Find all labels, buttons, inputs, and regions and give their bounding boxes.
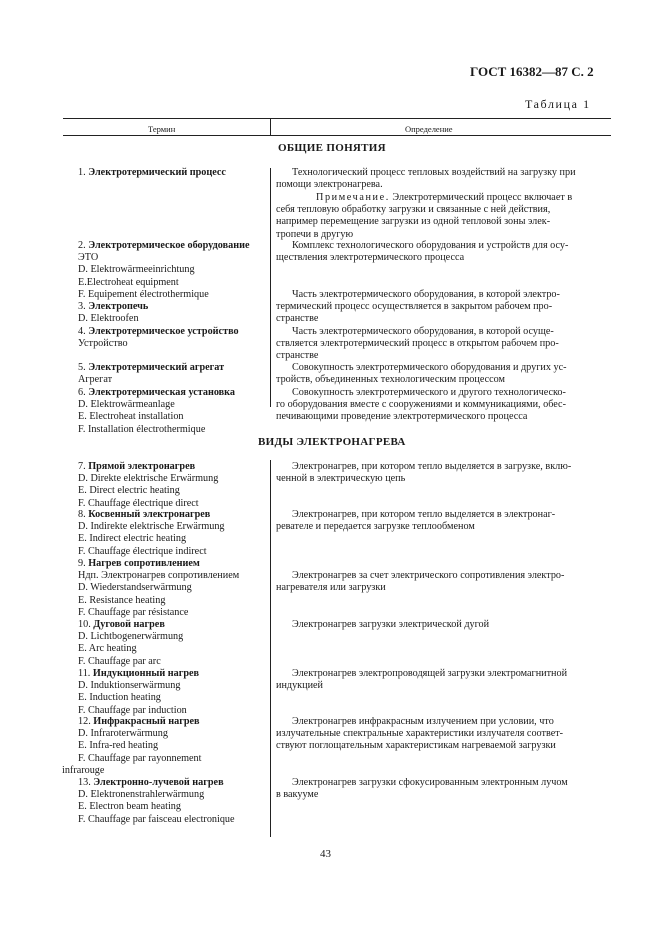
term-number: 9. [78, 558, 89, 569]
term-line [78, 753, 201, 765]
definition-note-line: например перемещение загрузки из одной тепловой зоны элек- [276, 216, 551, 228]
term-text: D. Lichtbogenerwärmung [78, 631, 184, 643]
term-text: Инфракрасный нагрев [93, 716, 200, 727]
document-code: ГОСТ 16382—87 С. 2 [470, 64, 594, 79]
term-line [78, 521, 225, 533]
term-title [78, 716, 200, 728]
term-number: 7. [78, 461, 89, 472]
term-text: Устройство [78, 338, 128, 350]
term-text: F. Equipement électrothermique [78, 288, 209, 300]
term-line [78, 607, 188, 619]
term-line [78, 374, 112, 386]
term-text: Ндп. Электронагрев сопротивлением [78, 570, 240, 582]
term-line [78, 533, 186, 545]
column-header-term: Термин [148, 124, 176, 134]
term-line [78, 546, 207, 558]
term-line [78, 252, 98, 264]
definition-line: нагревателя или загрузки [276, 582, 386, 594]
term-line [78, 473, 218, 485]
term-line [78, 705, 187, 717]
term-line [78, 485, 180, 497]
definition-line: ствляется электротермический процесс в открытом рабочем про- [276, 338, 559, 350]
definition-line: ченной в электрическую цепь [276, 473, 406, 485]
term-line [78, 595, 165, 607]
term-text: E. Induction heating [78, 692, 161, 704]
term-text: F. Chauffage par arc [78, 655, 161, 667]
term-number: 3. [78, 301, 89, 312]
term-text: D. Infraroterwärmung [78, 728, 168, 740]
term-text: E. Resistance heating [78, 594, 166, 606]
term-line [78, 570, 239, 582]
column-divider-2 [270, 460, 271, 837]
definition-line: Электронагрев, при котором тепло выделяется в загрузке, вклю- [292, 461, 572, 472]
definition-line: Совокупность электротермического оборудования и других ус- [292, 362, 567, 373]
term-line [78, 692, 161, 704]
section-heading-general: ОБЩИЕ ПОНЯТИЯ [278, 142, 386, 154]
term-text: F. Chauffage par résistance [78, 606, 189, 618]
term-number: 11. [78, 668, 93, 679]
term-text: ЭТО [78, 252, 99, 264]
term-title [78, 301, 148, 313]
term-text: D. Elektroofen [78, 313, 139, 325]
definition-line: Электронагрев загрузки сфокусированным электронным лучом [292, 777, 568, 788]
term-text: Агрегат [78, 374, 113, 386]
term-title [78, 619, 165, 631]
table-top-rule [63, 118, 611, 119]
term-title [78, 362, 224, 374]
column-divider-head [270, 118, 271, 135]
term-number: 8. [78, 509, 89, 520]
term-number: 13. [78, 777, 94, 788]
term-line [78, 277, 179, 289]
term-text: F. Installation électrothermique [78, 423, 206, 435]
term-number: 4. [78, 326, 89, 337]
term-text: Электротермическое устройство [88, 326, 239, 337]
term-text: D. Elektrowärmeeinrichtung [78, 264, 195, 276]
definition-line: термический процесс осуществляется в закрытом рабочем про- [276, 301, 553, 313]
term-line [78, 498, 199, 510]
definition-line: Электронагрев загрузки электрической дугой [292, 619, 490, 630]
term-number: 6. [78, 387, 89, 398]
note-label: Примечание. [316, 192, 390, 203]
term-line [78, 338, 128, 350]
term-line [78, 728, 168, 740]
definition-line: странстве [276, 313, 319, 325]
definition-line: Электронагрев электропроводящей загрузки электромагнитной [292, 668, 568, 679]
definition-line: ствуют поглощательным характеристикам нагреваемой загрузки [276, 740, 556, 752]
term-text: E. Direct electric heating [78, 485, 180, 497]
definition-line: Комплекс технологического оборудования и устройств для осу- [292, 240, 569, 251]
definition-line: индукцией [276, 680, 324, 692]
column-header-definition: Определение [405, 124, 453, 134]
term-text: F. Chauffage par rayonnement [78, 752, 202, 764]
term-text: D. Direkte elektrische Erwärmung [78, 473, 219, 485]
table-label: Таблица 1 [525, 97, 591, 111]
term-title [78, 387, 235, 399]
definition-line: Часть электротермического оборудования, в которой электро- [292, 289, 560, 300]
term-line [78, 399, 175, 411]
term-text: F. Chauffage électrique indirect [78, 545, 207, 557]
term-line [78, 289, 209, 301]
definition-line: ревателе и передается загрузке теплообменом [276, 521, 475, 533]
term-line [78, 264, 195, 276]
term-title [78, 777, 224, 789]
term-text: Электротермическая установка [88, 387, 235, 398]
term-title [78, 326, 239, 338]
term-text: Косвенный электронагрев [88, 509, 211, 520]
term-line [78, 313, 139, 325]
page-number: 43 [320, 848, 331, 860]
definition-line: тройств, объединенных технологическим процессом [276, 374, 505, 386]
definition-line: ществления электротермического процесса [276, 252, 465, 264]
term-text: D. Wiederstandserwärmung [78, 582, 192, 594]
definition-line: Электронагрев, при котором тепло выделяется в электронаг- [292, 509, 556, 520]
term-text: E. Infra-red heating [78, 740, 159, 752]
term-line [78, 643, 137, 655]
term-line [78, 631, 183, 643]
definition-line: странстве [276, 350, 319, 362]
term-text: infrarouge [62, 764, 105, 776]
term-line [78, 656, 161, 668]
term-text: E.Electroheat equipment [78, 276, 179, 288]
definition-line: печивающими проведение электротермического процесса [276, 411, 528, 423]
term-title [78, 240, 249, 252]
term-title [78, 668, 199, 680]
note-text: Электротермический процесс включает в [389, 192, 573, 203]
definition-note-line [316, 192, 572, 204]
term-text: F. Chauffage par faisceau electronique [78, 813, 235, 825]
definition-line: в вакууме [276, 789, 319, 801]
definition-note-line: себя тепловую обработку загрузки и связанные с ней действия, [276, 204, 551, 216]
term-text: E. Electroheat installation [78, 411, 184, 423]
term-text: Прямой электронагрев [88, 461, 196, 472]
term-text: E. Indirect electric heating [78, 533, 187, 545]
definition-line: Технологический процесс тепловых воздействий на загрузку при [292, 167, 576, 178]
definition-line: Электронагрев инфракрасным излучением при условии, что [292, 716, 554, 727]
term-number: 5. [78, 362, 89, 373]
term-text: Индукционный нагрев [92, 668, 200, 679]
term-text: Электронно-лучевой нагрев [93, 777, 224, 788]
term-title [78, 558, 200, 570]
term-line [78, 582, 192, 594]
column-divider-1 [270, 168, 271, 407]
term-line [78, 680, 180, 692]
term-text: D. Elektronenstrahlerwärmung [78, 789, 205, 801]
term-title [78, 509, 210, 521]
definition-line: излучательные спектральные характеристики излучателя соответ- [276, 728, 564, 740]
section-heading-heating-types: ВИДЫ ЭЛЕКТРОНАГРЕВА [258, 436, 406, 448]
term-text: F. Chauffage par induction [78, 704, 187, 716]
term-number: 12. [78, 716, 94, 727]
definition-note-line: тропечи в другую [276, 228, 354, 240]
term-text: Электротермическое оборудование [88, 240, 250, 251]
term-text: Электропечь [88, 301, 149, 312]
term-number: 2. [78, 240, 89, 251]
term-text: Электротермический процесс [88, 167, 226, 178]
term-line [78, 814, 235, 826]
term-text: D. Elektrowärmeanlage [78, 399, 175, 411]
definition-line: Совокупность электротермического и другого технологическо- [292, 387, 566, 398]
term-title [78, 461, 195, 473]
term-text: D. Induktionserwärmung [78, 680, 181, 692]
term-text: Дуговой нагрев [93, 619, 165, 630]
term-number: 1. [78, 167, 89, 178]
term-text: E. Arc heating [78, 643, 137, 655]
table-head-rule [63, 135, 611, 136]
term-text: F. Chauffage électrique direct [78, 497, 199, 509]
term-line [78, 740, 158, 752]
term-title [78, 167, 226, 179]
term-line [78, 789, 204, 801]
term-number: 10. [78, 619, 94, 630]
definition-line: Часть электротермического оборудования, в которой осуще- [292, 326, 554, 337]
definition-line: помощи электронагрева. [276, 179, 383, 191]
term-text: E. Electron beam heating [78, 801, 181, 813]
term-line [78, 411, 184, 423]
term-text: Электротермический агрегат [88, 362, 225, 373]
term-line [78, 801, 181, 813]
term-text: D. Indirekte elektrische Erwärmung [78, 521, 225, 533]
definition-line: Электронагрев за счет электрического сопротивления электро- [292, 570, 565, 581]
term-line [62, 765, 104, 777]
term-text: Нагрев сопротивлением [88, 558, 200, 569]
definition-line: го оборудования вместе с сооружениями и коммуникациями, обес- [276, 399, 566, 411]
term-line [78, 424, 205, 436]
